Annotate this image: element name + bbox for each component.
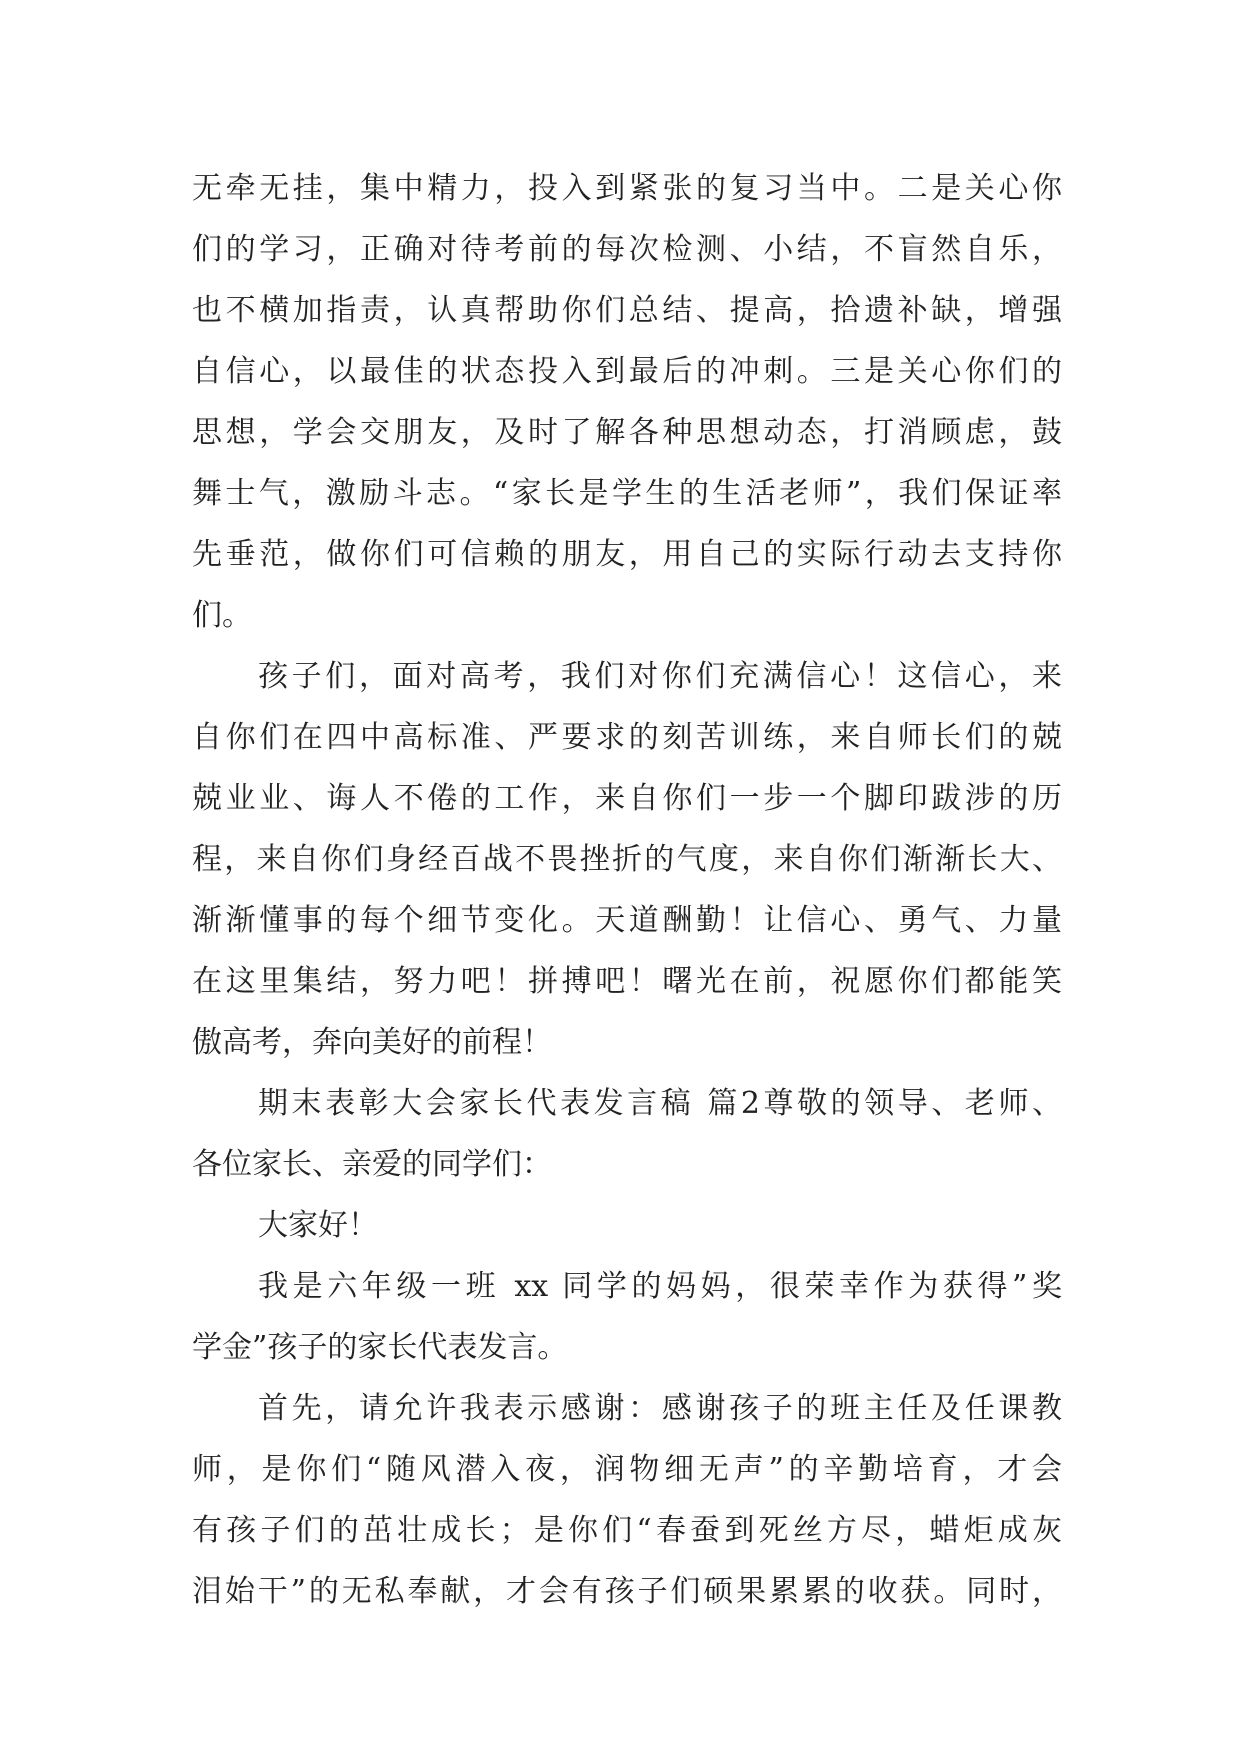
text-line: 渐渐懂事的每个细节变化。天道酬勤！让信心、勇气、力量 [192,903,1062,938]
paragraph-first-line: 首先，请允许我表示感谢：感谢孩子的班主任及任课教 [258,1391,1062,1426]
paragraph-first-line: 我是六年级一班 xx 同学的妈妈，很荣幸作为获得”奖 [258,1269,1062,1304]
greeting-line: 大家好！ [258,1208,378,1243]
document-body [192,158,1062,1622]
section-heading-line: 期末表彰大会家长代表发言稿 篇2尊敬的领导、老师、 [258,1086,1062,1121]
text-line: 也不横加指责，认真帮助你们总结、提高，拾遗补缺，增强 [192,293,1062,328]
text-line: 有孩子们的茁壮成长；是你们“春蚕到死丝方尽，蜡炬成灰 [192,1513,1062,1548]
text-line: 学金”孩子的家长代表发言。 [192,1330,568,1365]
text-line: 师，是你们“随风潜入夜，润物细无声”的辛勤培育，才会 [192,1452,1062,1487]
text-line: 兢业业、诲人不倦的工作，来自你们一步一个脚印跋涉的历 [192,781,1062,816]
text-line: 思想，学会交朋友，及时了解各种思想动态，打消顾虑，鼓 [192,415,1062,450]
text-line: 泪始干”的无私奉献，才会有孩子们硕果累累的收获。同时， [192,1574,1062,1609]
text-line: 在这里集结，努力吧！拼搏吧！曙光在前，祝愿你们都能笑 [192,964,1062,999]
text-line: 程，来自你们身经百战不畏挫折的气度，来自你们渐渐长大、 [192,842,1062,877]
text-line: 自信心，以最佳的状态投入到最后的冲刺。三是关心你们的 [192,354,1062,389]
text-line: 们。 [192,598,252,633]
text-line: 无牵无挂，集中精力，投入到紧张的复习当中。二是关心你 [192,171,1062,206]
paragraph-first-line: 孩子们，面对高考，我们对你们充满信心！这信心，来 [258,659,1062,694]
text-line: 自你们在四中高标准、严要求的刻苦训练，来自师长们的兢 [192,720,1062,755]
text-line: 先垂范，做你们可信赖的朋友，用自己的实际行动去支持你 [192,537,1062,572]
text-line: 们的学习，正确对待考前的每次检测、小结，不盲然自乐， [192,232,1062,267]
text-line: 傲高考，奔向美好的前程！ [192,1025,552,1060]
text-line: 各位家长、亲爱的同学们： [192,1147,552,1182]
text-line: 舞士气，激励斗志。“家长是学生的生活老师”，我们保证率 [192,476,1062,511]
